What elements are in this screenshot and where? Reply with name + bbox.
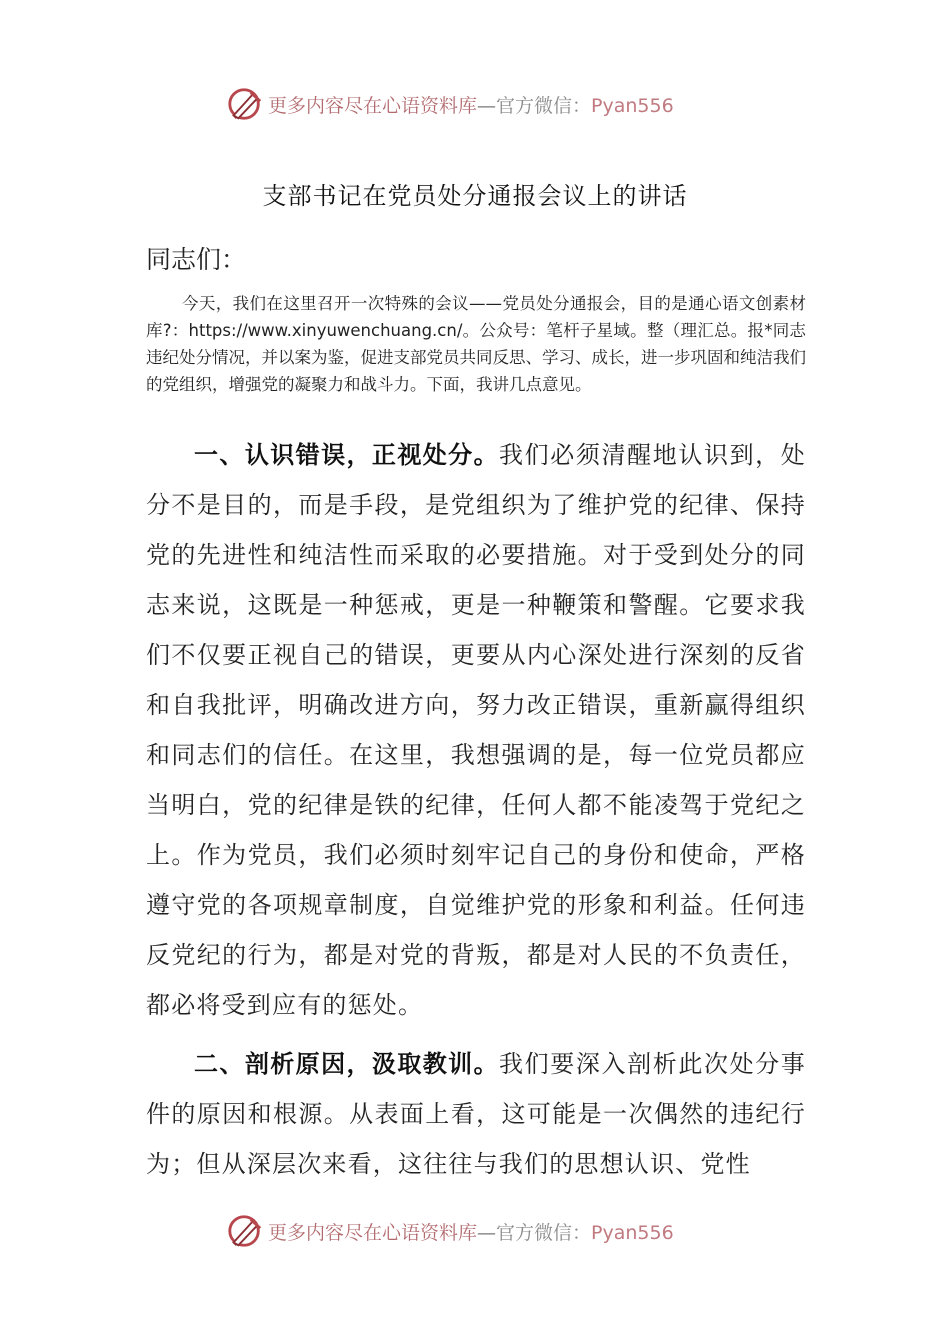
watermark-handle: Pyan556 xyxy=(591,1221,674,1244)
watermark-contact: 官方微信： xyxy=(496,94,592,117)
watermark-site: 更多内容尽在心语资料库 xyxy=(268,1221,478,1244)
document-title: 支部书记在党员处分通报会议上的讲话 xyxy=(262,182,688,210)
watermark-dash: — xyxy=(477,94,497,117)
watermark-text xyxy=(268,91,674,118)
section-heading-1: 一、认识错误，正视处分。 xyxy=(194,441,500,469)
section-body-2: 我们要深入剖析此次处分事件的原因和根源。从表面上看，这可能是一次偶然的违纪行为；但从深层次来看，这往往与我们的思想认识、党性 xyxy=(146,1050,807,1178)
section-paragraph-2 xyxy=(146,1039,806,1189)
section-body-1: 我们必须清醒地认识到，处分不是目的，而是手段，是党组织为了维护党的纪律、保持党的先进性和纯洁性而采取的必要措施。对于受到处分的同志来说，这既是一种惩戒，更是一种鞭策和警醒。它要求我们不仅要正视自己的错误，更要从内心深处进行深刻的反省和自我批评，明确改进方向，努力改正错误，重新赢得组织和同志们的信任。在这里，我想强调的是，每一位党员都应当明白，党的纪律是铁的纪律，任何人都不能凌驾于党纪之上。作为党员，我们必须时刻牢记自己的身份和使命，严格遵守党的各项规章制度，自觉维护党的形象和利益。任何违反党纪的行为，都是对党的背叛，都是对人民的不负责任，都必将受到应有的惩处。 xyxy=(146,441,807,1019)
intro-paragraph: 今天，我们在这里召开一次特殊的会议——党员处分通报会，目的是通心语文创素材库?：https://www.xinyuwenchuang.cn/。公众号：笔杆子星域。整（理汇总。报*同志违纪处分情况，并以案为鉴，促进支部党员共同反思、学习、成长，进一步巩固和纯洁我们的党组织，增强党的凝聚力和战斗力。下面，我讲几点意见。 xyxy=(146,294,806,394)
watermark-handle: Pyan556 xyxy=(591,94,674,117)
salutation: 同志们： xyxy=(146,245,247,274)
watermark-dash: — xyxy=(477,1221,497,1244)
pen-logo-icon xyxy=(226,85,264,123)
watermark-site: 更多内容尽在心语资料库 xyxy=(268,94,478,117)
pen-logo-icon xyxy=(226,1212,264,1250)
watermark-banner-top xyxy=(226,84,746,124)
watermark-contact: 官方微信： xyxy=(496,1221,592,1244)
watermark-banner-bottom xyxy=(226,1211,746,1251)
watermark-text xyxy=(268,1218,674,1245)
section-paragraph-1 xyxy=(146,430,806,1030)
section-heading-2: 二、剖析原因，汲取教训。 xyxy=(194,1050,500,1078)
